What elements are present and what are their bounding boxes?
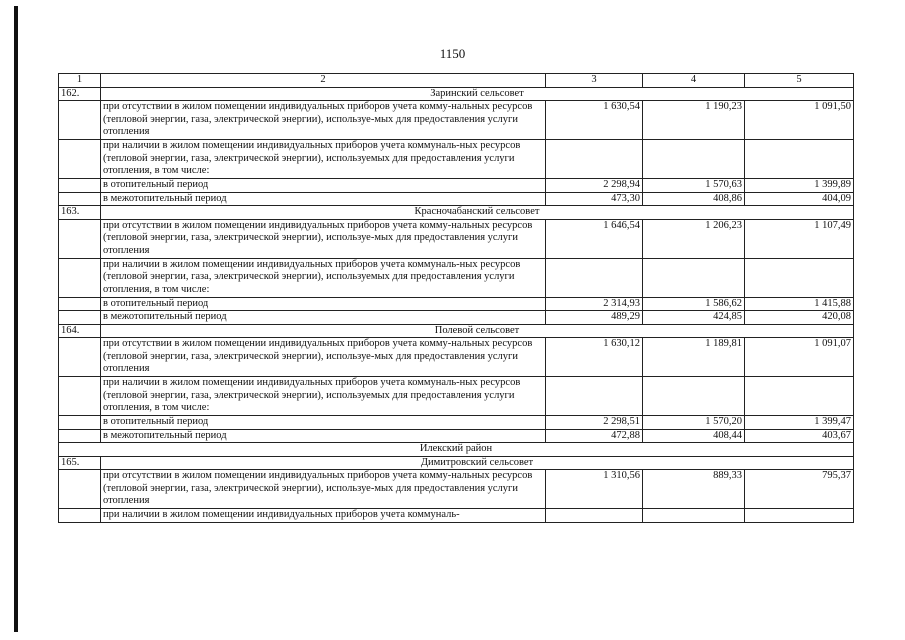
row-description: при отсутствии в жилом помещении индивидуальных приборов учета комму-нальных ресурсов (тепловой энергии, газа, электрической энергии), используе-мых для предоставления услуги отопления (101, 470, 546, 509)
value-col-4: 1 206,23 (643, 219, 745, 258)
value-col-3 (546, 509, 643, 523)
table-row (59, 140, 854, 179)
section-index: 165. (59, 456, 101, 470)
value-col-5: 1 091,07 (745, 338, 854, 377)
table-row (59, 338, 854, 377)
row-index-cell (59, 416, 101, 430)
table-row (59, 311, 854, 325)
row-index-cell (59, 297, 101, 311)
value-col-3: 1 630,12 (546, 338, 643, 377)
row-index-cell (59, 258, 101, 297)
table-row (59, 470, 854, 509)
table-row (59, 101, 854, 140)
section-label: Полевой сельсовет (101, 324, 854, 338)
header-col-2: 2 (101, 74, 546, 88)
value-col-5: 795,37 (745, 470, 854, 509)
value-col-4: 424,85 (643, 311, 745, 325)
value-col-4: 1 570,63 (643, 179, 745, 193)
row-index-cell (59, 311, 101, 325)
section-label: Димитровский сельсовет (101, 456, 854, 470)
row-description: при отсутствии в жилом помещении индивидуальных приборов учета комму-нальных ресурсов (тепловой энергии, газа, электрической энергии), используе-мых для предоставления услуги отопления (101, 219, 546, 258)
value-col-4: 408,44 (643, 429, 745, 443)
tariff-table (58, 73, 854, 523)
value-col-4 (643, 509, 745, 523)
row-description: при наличии в жилом помещении индивидуальных приборов учета коммуналь- (101, 509, 546, 523)
table-row (59, 258, 854, 297)
row-description: в отопительный период (101, 416, 546, 430)
value-col-5: 1 107,49 (745, 219, 854, 258)
value-col-3: 2 298,51 (546, 416, 643, 430)
section-row (59, 206, 854, 220)
section-index: 164. (59, 324, 101, 338)
value-col-5 (745, 140, 854, 179)
row-description: при отсутствии в жилом помещении индивидуальных приборов учета комму-нальных ресурсов (тепловой энергии, газа, электрической энергии), используе-мых для предоставления услуги отопления (101, 338, 546, 377)
value-col-3 (546, 377, 643, 416)
row-index-cell (59, 509, 101, 523)
value-col-3: 2 298,94 (546, 179, 643, 193)
value-col-5: 404,09 (745, 192, 854, 206)
row-index-cell (59, 101, 101, 140)
value-col-3: 489,29 (546, 311, 643, 325)
row-index-cell (59, 192, 101, 206)
table-row (59, 297, 854, 311)
value-col-5: 420,08 (745, 311, 854, 325)
value-col-4: 1 570,20 (643, 416, 745, 430)
row-index-cell (59, 470, 101, 509)
value-col-4: 1 190,23 (643, 101, 745, 140)
value-col-3: 1 646,54 (546, 219, 643, 258)
row-index-cell (59, 377, 101, 416)
table-row (59, 429, 854, 443)
value-col-3: 472,88 (546, 429, 643, 443)
row-description: в межотопительный период (101, 311, 546, 325)
value-col-5 (745, 509, 854, 523)
row-description: в межотопительный период (101, 192, 546, 206)
row-description: при отсутствии в жилом помещении индивидуальных приборов учета комму-нальных ресурсов (тепловой энергии, газа, электрической энергии), используе-мых для предоставления услуги отопления (101, 101, 546, 140)
binding-edge-line (14, 6, 18, 632)
table-row (59, 416, 854, 430)
section-row (59, 87, 854, 101)
value-col-4: 1 586,62 (643, 297, 745, 311)
header-col-1: 1 (59, 74, 101, 88)
tariff-table-body (59, 74, 854, 523)
value-col-5: 1 415,88 (745, 297, 854, 311)
value-col-4: 1 189,81 (643, 338, 745, 377)
value-col-5: 1 091,50 (745, 101, 854, 140)
section-index: 162. (59, 87, 101, 101)
row-index-cell (59, 179, 101, 193)
row-description: при наличии в жилом помещении индивидуальных приборов учета коммуналь-ных ресурсов (тепловой энергии, газа, электрической энергии), используемых для предоставления услуги отопления, в том числе: (101, 258, 546, 297)
row-description: в отопительный период (101, 179, 546, 193)
table-row (59, 192, 854, 206)
district-row (59, 443, 854, 457)
section-index: 163. (59, 206, 101, 220)
value-col-5: 1 399,47 (745, 416, 854, 430)
value-col-3: 2 314,93 (546, 297, 643, 311)
table-row (59, 219, 854, 258)
table-header-row (59, 74, 854, 88)
value-col-5 (745, 377, 854, 416)
header-col-3: 3 (546, 74, 643, 88)
section-label: Заринский сельсовет (101, 87, 854, 101)
value-col-5: 403,67 (745, 429, 854, 443)
header-col-5: 5 (745, 74, 854, 88)
value-col-4 (643, 140, 745, 179)
value-col-4 (643, 258, 745, 297)
row-description: в межотопительный период (101, 429, 546, 443)
section-row (59, 324, 854, 338)
table-row (59, 377, 854, 416)
header-col-4: 4 (643, 74, 745, 88)
value-col-3: 1 310,56 (546, 470, 643, 509)
row-index-cell (59, 338, 101, 377)
value-col-5: 1 399,89 (745, 179, 854, 193)
value-col-4 (643, 377, 745, 416)
value-col-4: 408,86 (643, 192, 745, 206)
value-col-3: 473,30 (546, 192, 643, 206)
value-col-3: 1 630,54 (546, 101, 643, 140)
row-index-cell (59, 219, 101, 258)
row-description: в отопительный период (101, 297, 546, 311)
district-label: Илекский район (59, 443, 854, 457)
row-index-cell (59, 429, 101, 443)
row-description: при наличии в жилом помещении индивидуальных приборов учета коммуналь-ных ресурсов (тепловой энергии, газа, электрической энергии), используемых для предоставления услуги отопления, в том числе: (101, 140, 546, 179)
section-row (59, 456, 854, 470)
value-col-5 (745, 258, 854, 297)
section-label: Красночабанский сельсовет (101, 206, 854, 220)
value-col-3 (546, 140, 643, 179)
table-row (59, 509, 854, 523)
row-index-cell (59, 140, 101, 179)
page-number: 1150 (439, 46, 466, 61)
value-col-3 (546, 258, 643, 297)
value-col-4: 889,33 (643, 470, 745, 509)
table-row (59, 179, 854, 193)
row-description: при наличии в жилом помещении индивидуальных приборов учета коммуналь-ных ресурсов (тепловой энергии, газа, электрической энергии), используемых для предоставления услуги отопления, в том числе: (101, 377, 546, 416)
